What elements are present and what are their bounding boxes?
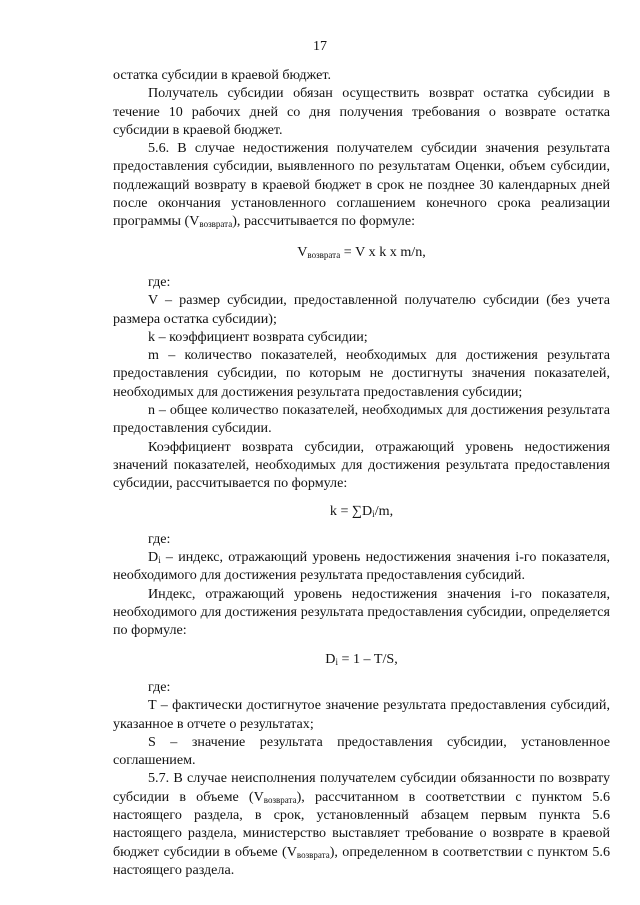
paragraph-5-7 — [113, 769, 610, 879]
formula-return-volume — [113, 243, 610, 261]
subscript: возврата — [263, 794, 297, 805]
where-label: где: — [148, 530, 171, 547]
subscript: возврата — [307, 249, 341, 260]
definition-v: V – размер субсидии, предоставленной получателю субсидии (без учета размера остатка субсидии); — [113, 292, 610, 327]
paragraph-5-6 — [113, 139, 610, 230]
definition-m: m – количество показателей, необходимых для достижения результата предоставления субсидии, по которым не достигнуты значения показателей, необходимых для достижения результата предоставления субсидии; — [113, 347, 610, 400]
text: 5.6. В случае недостижения получателем субсидии значения результата предоставления субсидии, выявленного по результатам Оценки, объем субсидии, подлежащий возврату в краевой бюджет в срок не позднее 30 календарных дней после окончания установленного соглашением конечного срока реализации программы (V — [113, 140, 610, 230]
page-number: 17 — [313, 39, 327, 54]
subscript: возврата — [296, 849, 330, 860]
text: – индекс, отражающий уровень недостижения значения i-го показателя, необходимого для достижения результата предоставления субсидий. — [113, 549, 610, 584]
paragraph-return-obligation: Получатель субсидии обязан осуществить возврат остатка субсидии в течение 10 рабочих дней со дня получения требования о возврате остатка субсидии в краевой бюджет. — [113, 85, 610, 138]
formula-part: k = ∑D — [329, 502, 373, 519]
where-label: где: — [148, 273, 171, 290]
text: 5.7. В случае неисполнения получателем субсидии обязанности по возврату субсидии в объеме (V — [113, 770, 610, 805]
paragraph-coefficient: Коэффициент возврата субсидии, отражающий уровень недостижения значений показателей, необходимых для достижения результата предоставления субсидии, рассчитывается по формуле: — [113, 438, 610, 492]
formula-coefficient — [113, 502, 610, 520]
where-label: где: — [148, 678, 171, 695]
paragraph-continuation: остатка субсидии в краевой бюджет. — [113, 67, 331, 83]
subscript: i — [335, 656, 338, 667]
definition-di — [113, 548, 610, 585]
paragraph-index: Индекс, отражающий уровень недостижения значения i-го показателя, необходимого для достижения результата предоставления субсидии, определяется по формуле: — [113, 585, 610, 639]
subscript: возврата — [199, 219, 233, 230]
formula-part: = V x k x m/n, — [340, 243, 426, 260]
text: ), определенном в соответствии с пунктом 5.6 настоящего раздела. — [113, 843, 611, 878]
formula-part: D — [325, 650, 336, 667]
document-body — [113, 66, 610, 879]
definition-s: S – значение результата предоставления субсидии, установленное соглашением. — [113, 733, 610, 769]
definition-t: T – фактически достигнутое значение результата предоставления субсидий, указанное в отчете о результатах; — [113, 697, 610, 732]
text: ), рассчитывается по формуле: — [232, 213, 415, 230]
text: D — [148, 549, 159, 566]
definition-n: n – общее количество показателей, необходимых для достижения результата предоставления субсидии. — [113, 402, 610, 437]
formula-part: V — [297, 243, 308, 260]
formula-index — [113, 650, 610, 668]
formula-part: /m, — [374, 502, 394, 519]
subscript: i — [372, 508, 375, 519]
subscript: i — [158, 555, 161, 566]
text: ), рассчитанном в соответствии с пунктом 5.6 настоящего раздела, в срок, установленный абзацем первым пункта 5.6 настоящего раздела, министерство выставляет требование о возврате в краевой бюджет субсидии в объеме (V — [113, 788, 611, 860]
definition-k: k – коэффициент возврата субсидии; — [148, 328, 368, 345]
formula-part: = 1 – T/S, — [337, 650, 398, 667]
